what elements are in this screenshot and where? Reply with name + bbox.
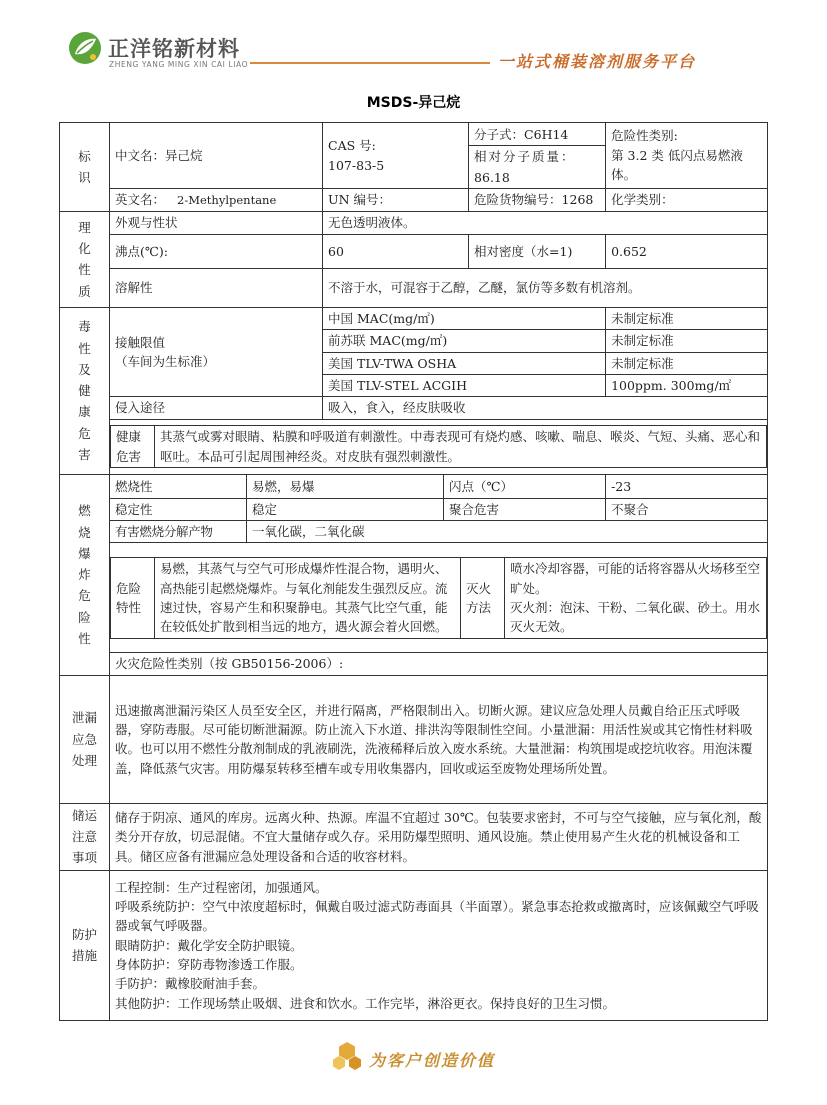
section-leak: 泄漏应急处理 <box>60 675 110 803</box>
danger-cell <box>110 543 768 653</box>
protection-line-2: 眼睛防护：戴化学安全防护眼镜。 <box>115 937 303 953</box>
storage-row <box>60 803 768 870</box>
formula: 分子式：C6H14 <box>469 124 605 146</box>
limit-label: 接触限值 <box>115 334 166 350</box>
protection-line-0: 工程控制：生产过程密闭，加强通风。 <box>115 879 328 895</box>
health-value: 其蒸气或雾对眼睛、粘膜和呼吸道有刺激性。中毒表现可有烧灼感、咳嗽、喘息、喉炎、气短、头痛、恶心和呕吐。本品可引起周围神经炎。对皮肤有强烈刺激性。 <box>155 426 767 468</box>
polymer-value: 不聚合 <box>606 498 768 520</box>
protection-line-1: 呼吸系统防护：空气中浓度超标时，佩戴自吸过滤式防毒面具（半面罩）。紧急事态抢救或撤离时，应该佩戴空气呼吸器或氧气呼吸器。 <box>115 898 759 934</box>
page-footer <box>0 1038 827 1088</box>
ident-row-2 <box>60 189 768 212</box>
tox-name-3: 美国 TLV-STEL ACGIH <box>323 374 606 396</box>
honeycomb-icon <box>331 1040 363 1072</box>
stability-label: 稳定性 <box>110 498 247 520</box>
decomp-row <box>60 521 768 543</box>
health-row <box>60 419 768 474</box>
protection-line-4: 手防护：戴橡胶耐油手套。 <box>115 976 266 992</box>
solubility-value: 不溶于水，可混容于乙醇，乙醚，氯仿等多数有机溶剂。 <box>323 268 768 307</box>
combustibility-row <box>60 474 768 498</box>
flash-value: -23 <box>606 474 768 498</box>
method-cell <box>505 558 767 639</box>
mol-weight-value: 86.18 <box>474 169 510 185</box>
section-fire: 燃烧爆炸危险性 <box>60 474 110 675</box>
un-number: UN 编号： <box>323 189 469 212</box>
combustibility-label: 燃烧性 <box>110 474 247 498</box>
section-protection: 防护措施 <box>60 870 110 1020</box>
ident-row-1 <box>60 123 768 189</box>
density-label: 相对密度（水=1) <box>469 234 606 268</box>
tox-name-0: 中国 MAC(mg/㎡) <box>323 307 606 329</box>
appearance-label: 外观与性状 <box>110 211 323 234</box>
bp-value: 60 <box>323 234 469 268</box>
storage-value: 储存于阴凉、通风的库房。远离火种、热源。库温不宜超过 30℃。包装要求密封，不可与空气接触，应与氧化剂，酸类分开存放，切忌混储。不宜大量储存或久存。采用防爆型照明、通风设施。禁止使用易产生火花的机械设备和工具。储区应备有泄漏应急处理设备和合适的收容材料。 <box>110 803 768 870</box>
formula-cell <box>469 123 606 189</box>
combustibility-value: 易燃，易爆 <box>247 474 444 498</box>
leaf-logo-icon <box>67 30 103 66</box>
danger-label: 危险特性 <box>111 558 155 639</box>
header-divider <box>250 62 490 64</box>
boiling-row <box>60 234 768 268</box>
dg-number: 危险货物编号：1268 <box>469 189 606 212</box>
tox-value-2: 未制定标准 <box>606 352 768 374</box>
stability-value: 稳定 <box>247 498 444 520</box>
tox-value-1: 未制定标准 <box>606 330 768 352</box>
hazard-cell <box>606 123 768 189</box>
polymer-label: 聚合危害 <box>444 498 606 520</box>
limit-cell <box>110 307 323 397</box>
hazard-label: 危险性类别: <box>611 128 678 144</box>
tox-row-1 <box>60 307 768 329</box>
chem-class: 化学类别： <box>606 189 768 212</box>
cas-label: CAS 号: <box>328 138 376 154</box>
solubility-label: 溶解性 <box>110 268 323 307</box>
stability-row <box>60 498 768 520</box>
company-name: 正洋铭新材料 <box>108 37 240 61</box>
cas-cell <box>323 123 469 189</box>
mol-weight-label: 相对分子质量： <box>474 149 576 165</box>
en-name-value: 2-Methylpentane <box>177 193 277 207</box>
protection-line-5: 其他防护：工作现场禁止吸烟、进食和饮水。工作完毕，淋浴更衣。保持良好的卫生习惯。 <box>115 995 616 1011</box>
limit-sub: （车间为生标准） <box>115 354 216 370</box>
tox-name-2: 美国 TLV-TWA OSHA <box>323 352 606 374</box>
bp-label: 沸点(℃): <box>110 234 323 268</box>
fire-category-row <box>60 653 768 675</box>
flash-label: 闪点（℃） <box>444 474 606 498</box>
appearance-row <box>60 211 768 234</box>
danger-row <box>60 543 768 653</box>
tox-value-3: 100ppm. 300mg/㎡ <box>606 374 768 396</box>
section-identification: 标识 <box>60 123 110 212</box>
method-value-1: 喷水冷却容器，可能的话将容器从火场移至空旷处。 <box>510 561 761 596</box>
cas-value: 107-83-5 <box>328 157 385 173</box>
route-label: 侵入途径 <box>110 397 323 419</box>
route-row <box>60 397 768 419</box>
tox-name-1: 前苏联 MAC(mg/㎡) <box>323 330 606 352</box>
section-storage: 储运注意事项 <box>60 803 110 870</box>
decomp-value: 一氧化碳，二氧化碳 <box>247 521 768 543</box>
tox-value-0: 未制定标准 <box>606 307 768 329</box>
protection-line-3: 身体防护：穿防毒物渗透工作服。 <box>115 957 303 972</box>
leak-row <box>60 675 768 803</box>
danger-value: 易燃，其蒸气与空气可形成爆炸性混合物，遇明火、高热能引起燃烧爆炸。与氧化剂能发生强烈反应。流速过快，容易产生和积聚静电。其蒸气比空气重，能在较低处扩散到相当远的地方，遇火源会着火回燃。 <box>155 558 461 639</box>
document-title: MSDS-异己烷 <box>366 95 461 111</box>
decomp-label: 有害燃烧分解产物 <box>110 521 247 543</box>
fire-category: 火灾危险性类别（按 GB50156-2006）: <box>110 653 768 675</box>
protection-row <box>60 870 768 1020</box>
company-name-en: ZHENG YANG MING XIN CAI LIAO <box>109 60 249 69</box>
density-value: 0.652 <box>606 234 768 268</box>
route-value: 吸入，食入，经皮肤吸收 <box>323 397 768 419</box>
appearance-value: 无色透明液体。 <box>323 211 768 234</box>
method-label: 灭火方法 <box>461 558 505 639</box>
en-name-cell <box>110 189 323 212</box>
hazard-value: 第 3.2 类 低闪点易燃液体。 <box>611 147 743 183</box>
en-name-label: 英文名： <box>115 192 166 207</box>
msds-table <box>59 122 768 1021</box>
leak-value: 迅速撤离泄漏污染区人员至安全区，并进行隔离，严格限制出入。切断火源。建议应急处理人员戴自给正压式呼吸器，穿防毒服。尽可能切断泄漏源。防止流入下水道、排洪沟等限制性空间。小量泄漏：用活性炭或其它惰性材料吸收。也可以用不燃性分散剂制成的乳液刷洗，洗液稀释后放入废水系统。大量泄漏：构筑围堤或挖坑收容。用泡沫覆盖，降低蒸气灾害。用防爆泵转移至槽车或专用收集器内，回收或运至废物处理场所处置。 <box>110 675 768 803</box>
section-physical: 理化性质 <box>60 211 110 307</box>
health-cell <box>110 419 768 474</box>
cn-name: 中文名：异己烷 <box>110 123 323 189</box>
footer-slogan: 为客户创造价值 <box>369 1051 496 1070</box>
method-value-2: 灭火剂：泡沫、干粉、二氧化碳、砂土。用水灭火无效。 <box>510 599 761 635</box>
header-slogan: 一站式桶装溶剂服务平台 <box>498 52 697 71</box>
health-label: 健康危害 <box>111 426 155 468</box>
section-toxicity: 毒性及健康危害 <box>60 307 110 474</box>
page-header <box>0 0 827 82</box>
solubility-row <box>60 268 768 307</box>
protection-cell <box>110 870 768 1020</box>
